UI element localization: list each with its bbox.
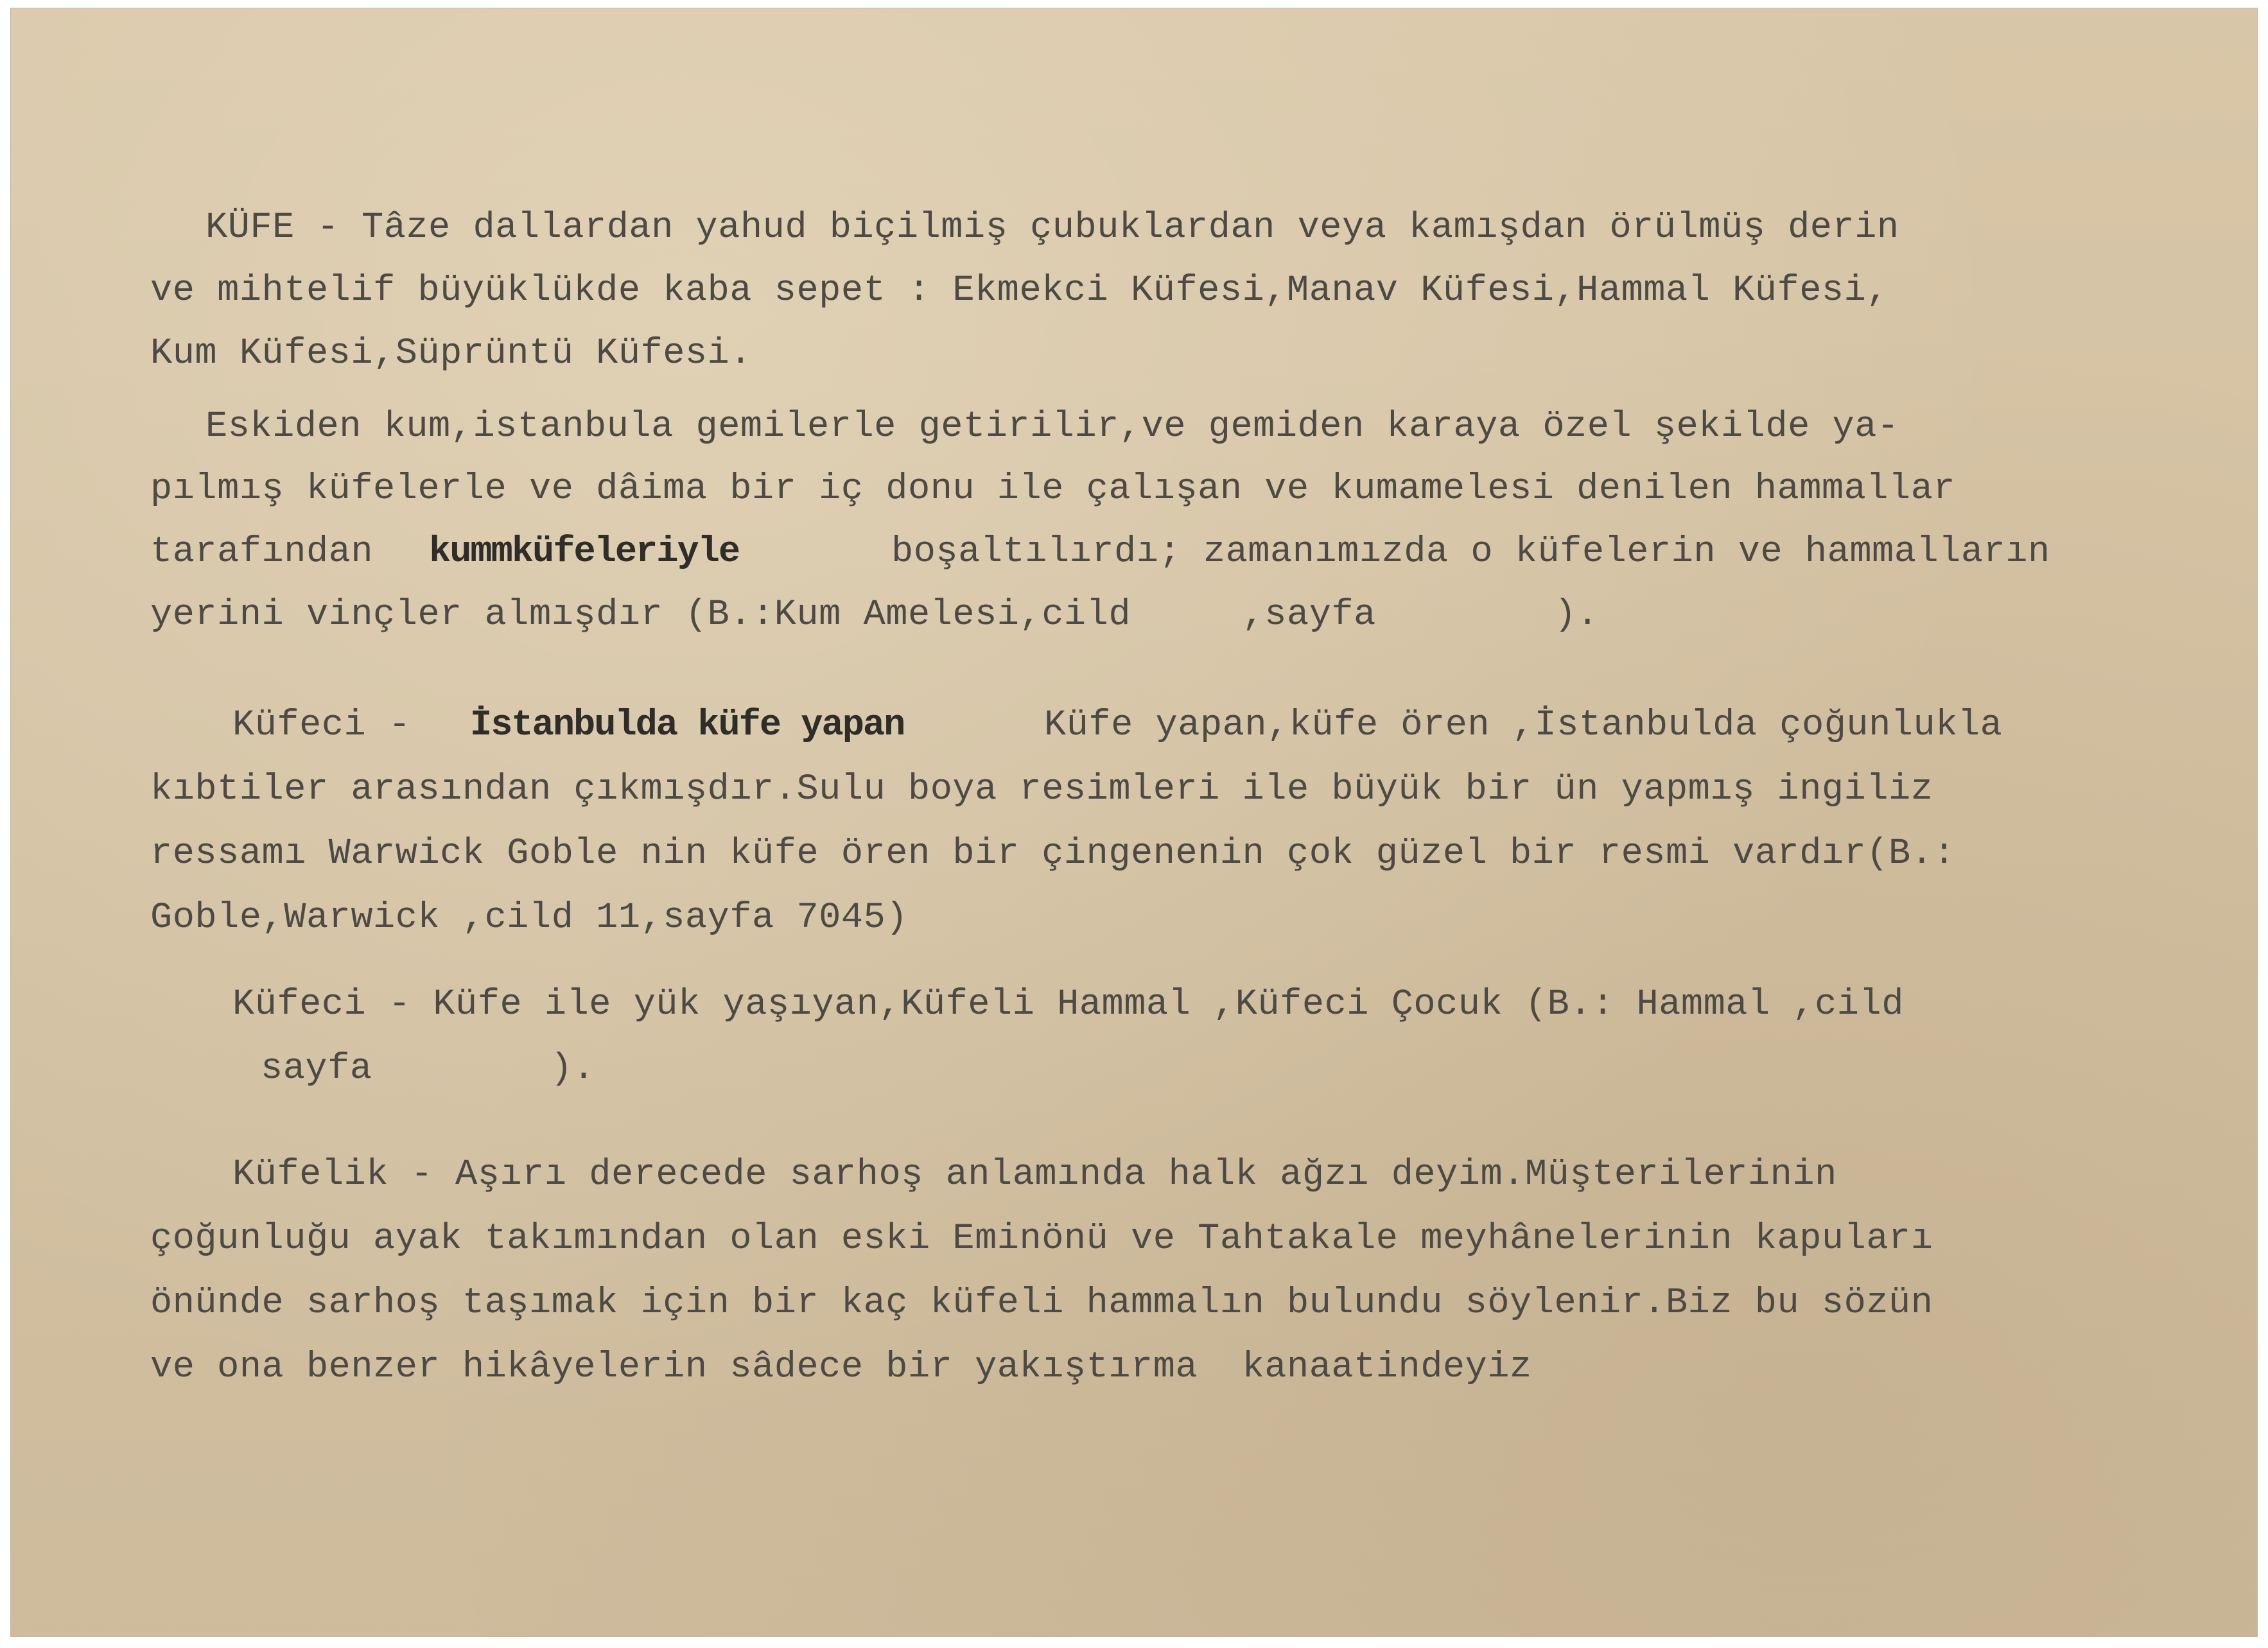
entry-eskiden-line-3b: boşaltılırdı; zamanımızda o küfelerin ve hammalların: [891, 532, 2050, 573]
overstruck-text: İstanbulda küfe yapan: [470, 705, 905, 746]
entry-kufeci-maker-line-3: ressamı Warwick Goble nin küfe ören bir çingenenin çok güzel bir resmi vardır(B.:: [150, 833, 1956, 874]
entry-kufeci-maker-line-2: kıbtiler arasından çıkmışdır.Sulu boya resimleri ile büyük bir ün yapmış ingiliz: [150, 769, 1933, 810]
entry-kufe-line-1: KÜFE - Tâze dallardan yahud biçilmiş çubuklardan veya kamışdan örülmüş derin: [205, 207, 1899, 248]
entry-eskiden-line-1: Eskiden kum,istanbula gemilerle getirilir,ve gemiden karaya özel şekilde ya-: [205, 406, 1899, 447]
entry-kufeci-maker-line-4: Goble,Warwick ,cild 11,sayfa 7045): [150, 898, 908, 939]
entry-kufelik-line-2: çoğunluğu ayak takımından olan eski Eminönü ve Tahtakale meyhânelerinin kapuları: [150, 1219, 1933, 1260]
entry-eskiden-line-2: pılmış küfelerle ve dâima bir iç donu ile çalışan ve kumamelesi denilen hammallar: [150, 469, 1956, 510]
entry-kufeci-carrier-line-1: Küfeci - Küfe ile yük yaşıyan,Küfeli Hammal ,Küfeci Çocuk (B.: Hammal ,cild: [232, 984, 1904, 1025]
entry-eskiden-line-3a: tarafından: [150, 532, 374, 573]
typewritten-page: [10, 8, 2258, 1637]
entry-kufe-line-3: Kum Küfesi,Süprüntü Küfesi.: [150, 333, 753, 374]
entry-kufe-line-2: ve mihtelif büyüklükde kaba sepet : Ekmekci Küfesi,Manav Küfesi,Hammal Küfesi,: [150, 270, 1889, 311]
entry-kufelik-line-3: önünde sarhoş taşımak için bir kaç küfeli hammalın bulundu söylenir.Biz bu sözün: [150, 1283, 1933, 1324]
entry-eskiden-line-4: yerini vinçler almışdır (B.:Kum Amelesi,cild ,sayfa ).: [150, 594, 1599, 636]
overstruck-text: kummküfeleriyle: [429, 532, 740, 573]
entry-kufeci-carrier-line-2: sayfa ).: [261, 1048, 595, 1089]
entry-kufeci-maker-lead: Küfeci -: [232, 705, 411, 746]
entry-kufelik-line-4: ve ona benzer hikâyelerin sâdece bir yakıştırma kanaatindeyiz: [150, 1347, 1532, 1388]
entry-kufeci-maker-line-1: Küfe yapan,küfe ören ,İstanbulda çoğunlukla: [1044, 705, 2003, 746]
entry-kufelik-line-1: Küfelik - Aşırı derecede sarhoş anlamında halk ağzı deyim.Müşterilerinin: [232, 1154, 1837, 1195]
